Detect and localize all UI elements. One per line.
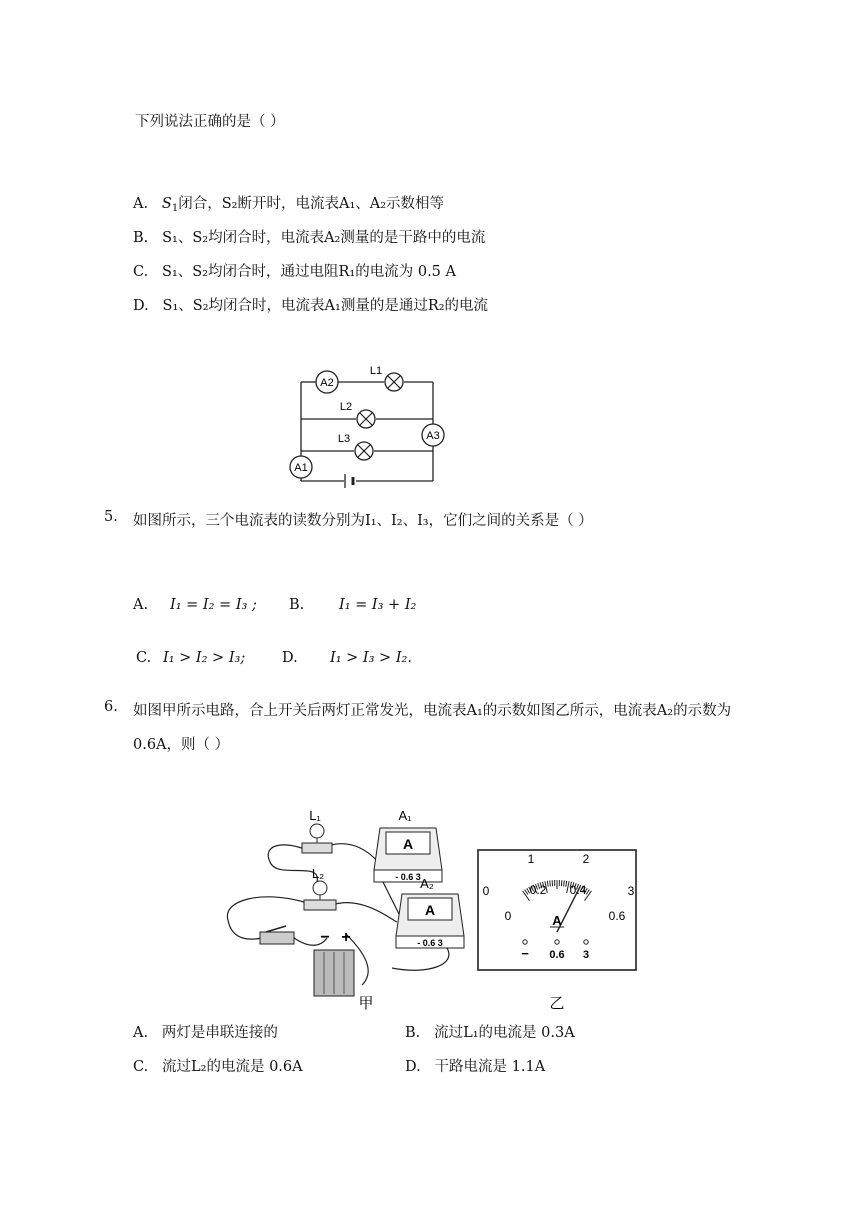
terminal-0.6-label: 0.6 [549,949,565,961]
lamp-l1-label: L₁ [309,808,321,823]
option-label: B. [133,230,149,246]
q5-number: 5. [104,509,118,525]
terminal-3-label: 3 [582,949,590,961]
option-label: A. [133,1025,149,1041]
q4-option-b [133,226,485,247]
q5-option-d-text: I₁ > I₃ > I₂. [330,650,412,666]
battery-minus-label: − [320,929,330,946]
ammeter-a1-face: A [402,836,414,852]
q6-ammeter-dial-yi [476,848,640,1014]
ammeter-a2-label: A2 [320,377,334,389]
option-text: 两灯是串联连接的 [161,1025,278,1041]
option-label: D. [133,298,149,314]
dial-tick [550,880,551,886]
terminal-3-icon [584,940,588,944]
option-text: S₁、S₂均闭合时，电流表A₁测量的是通过R₂的电流 [162,298,489,314]
top-scale-3: 3 [627,884,635,898]
option-text: S₁、S₂均闭合时，通过电阻R₁的电流为 0.5 A [162,264,456,280]
option-label: D. [282,650,298,666]
q6-option-c [133,1055,303,1076]
lamp-l2-icon [304,881,336,910]
ammeter-a3-label: A3 [426,430,440,442]
top-scale-1: 1 [527,852,535,866]
option-text: S₁、S₂均闭合时，电流表A₂测量的是干路中的电流 [162,230,486,246]
lamp-l3-label: L3 [337,433,351,445]
ammeter-a1-terminals: - 0.6 3 [395,872,421,882]
terminal-0.6-icon [555,940,559,944]
q6-stem-line1: 如图甲所示电路，合上开关后两灯正常发光，电流表A₁的示数如图乙所示，电流表A₂的示数为 [133,703,732,719]
dial-unit-label: A [552,913,562,928]
option-text: 流过L₂的电流是 0.6A [162,1059,303,1075]
lamp-l1-icon [302,824,332,853]
bottom-scale-0.4: 0.4 [569,883,587,897]
q5-option-a-text: I₁ = I₂ = I₃ ; [170,597,257,613]
option-text: 干路电流是 1.1A [434,1059,546,1075]
top-scale-2: 2 [582,852,590,866]
lamp-l2-label: L2 [339,401,353,413]
option-label: D. [405,1059,421,1075]
bottom-scale-0.2: 0.2 [529,883,547,897]
lamp-l2-label: L₂ [311,866,325,881]
ammeter-a2-terminals: - 0.6 3 [417,938,443,948]
q4-option-c [133,260,456,281]
option-text: 闭合，S₂断开时，电流表A₁、A₂示数相等 [178,196,445,212]
q5-option-b [289,597,304,613]
q4-option-d [133,294,488,315]
q6-circuit-figure-jia [222,800,472,1010]
q6-option-d [405,1055,545,1076]
battery-icon [314,950,354,996]
dial-tick [552,880,553,886]
q5-option-c [136,650,151,666]
dial-tick [561,880,562,886]
q5-option-b-text: I₁ = I₃ + I₂ [339,597,417,613]
option-text: 流过L₁的电流是 0.3A [434,1025,575,1041]
q6-number: 6. [104,699,118,715]
q5-option-a [133,597,148,613]
figure-caption-yi: 乙 [549,995,565,1012]
option-label: A. [133,196,149,212]
option-label: C. [136,650,152,666]
option-label: C. [133,264,149,280]
bottom-scale-0: 0 [504,909,512,923]
q5-option-d [282,650,298,666]
q6-stem-line2: 0.6A，则（ ） [133,737,230,753]
ammeter-a2-label: A₂ [420,876,434,891]
q6-option-b [405,1021,575,1042]
q4-option-a: A. $S_1$闭合，S₂断开时，电流表A₁、A₂示数相等 [133,196,445,214]
option-label: B. [405,1025,421,1041]
q6-option-a [133,1021,278,1042]
q4-stem: 下列说法正确的是（ ） [135,114,285,130]
bottom-scale-0.6: 0.6 [608,909,626,923]
q5-circuit-diagram [280,360,450,500]
q5-option-c-text: I₁ > I₂ > I₃; [163,650,246,666]
dial-tick [564,880,565,886]
switch-icon [260,926,294,944]
terminal-minus-label: − [521,946,529,961]
battery-plus-label: + [341,929,351,946]
option-label: A. [133,597,149,613]
q5-stem: 如图所示，三个电流表的读数分别为I₁、I₂、I₃，它们之间的关系是（ ） [133,513,593,529]
ammeter-a1-label: A1 [294,462,308,474]
ammeter-a1-label: A₁ [398,808,412,823]
top-scale-0: 0 [482,884,490,898]
lamp-l1-label: L1 [369,365,383,377]
figure-caption-jia: 甲 [358,995,374,1010]
option-label: C. [133,1059,149,1075]
terminal-minus-icon [523,940,527,944]
ammeter-a2-face: A [424,902,436,918]
option-label: B. [289,597,305,613]
